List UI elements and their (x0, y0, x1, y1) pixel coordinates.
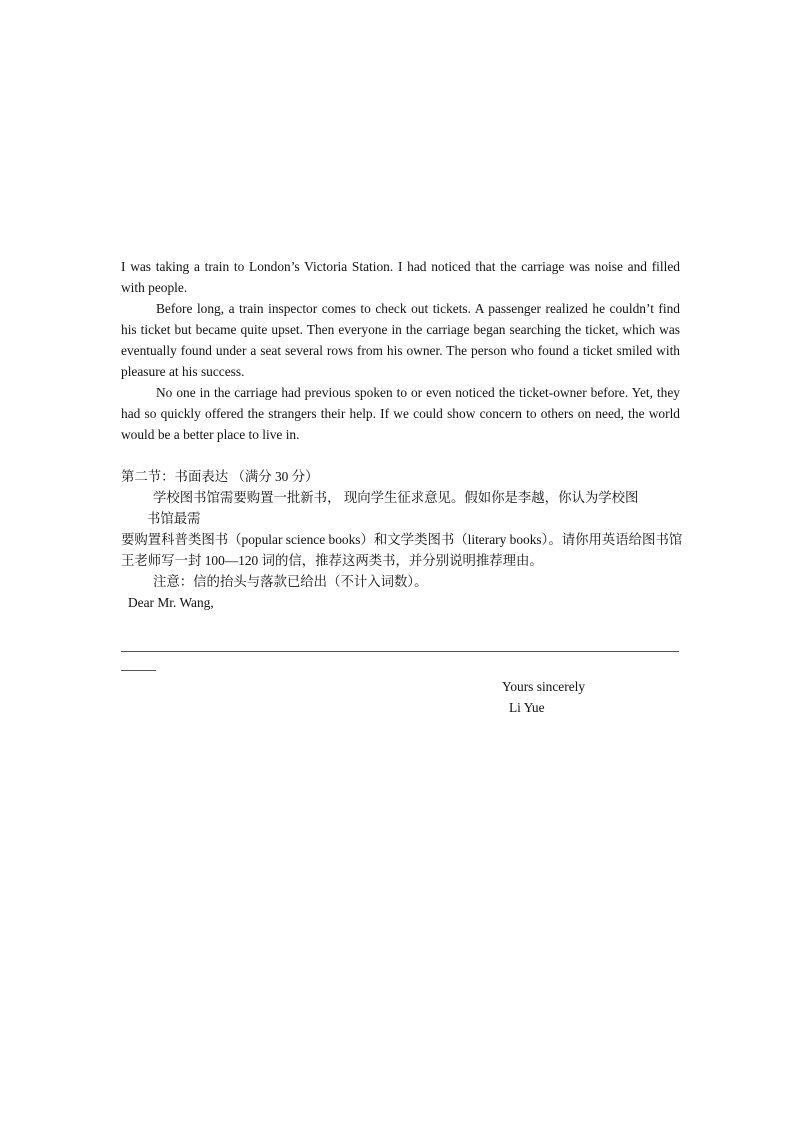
answer-line-short (121, 670, 156, 671)
letter-signature: Li Yue (509, 700, 545, 715)
section-heading: 第二节：书面表达 （满分 30 分） (121, 469, 319, 484)
prompt-line-2: 书馆最需 (147, 511, 201, 526)
passage-paragraph-1: I was taking a train to London’s Victoria Station. I had noticed that the carriage was noise and filled with people. (121, 259, 680, 295)
prompt-line-3: 要购置科普类图书（popular science books）和文学类图书（literary books）。请你用英语给图书馆王老师写一封 100—120 词的信，推荐这两类书，并分别说明推荐理由。 (121, 532, 683, 568)
writing-section (121, 466, 683, 592)
letter-greeting: Dear Mr. Wang, (128, 595, 214, 610)
prompt-note: 注意：信的抬头与落款已给出（不计入词数）。 (153, 574, 428, 589)
passage-paragraph-2: Before long, a train inspector comes to check out tickets. A passenger realized he couldn’t find his ticket but became quite upset. Then everyone in the carriage began searching the ticket, which was eventually found under a seat several rows from his owner. The person who found a ticket smiled with pleasure at his success. (121, 301, 680, 379)
answer-line (121, 651, 679, 652)
passage-paragraph-3: No one in the carriage had previous spoken to or even noticed the ticket-owner before. Yet, they had so quickly offered the strangers their help. If we could show concern to others on need, the world would be a better place to live in. (121, 385, 680, 442)
letter-closing: Yours sincerely (502, 679, 586, 694)
prompt-line-1: 学校图书馆需要购置一批新书， 现向学生征求意见。假如你是李越，你认为学校图 (153, 490, 639, 505)
correction-passage (121, 256, 680, 445)
